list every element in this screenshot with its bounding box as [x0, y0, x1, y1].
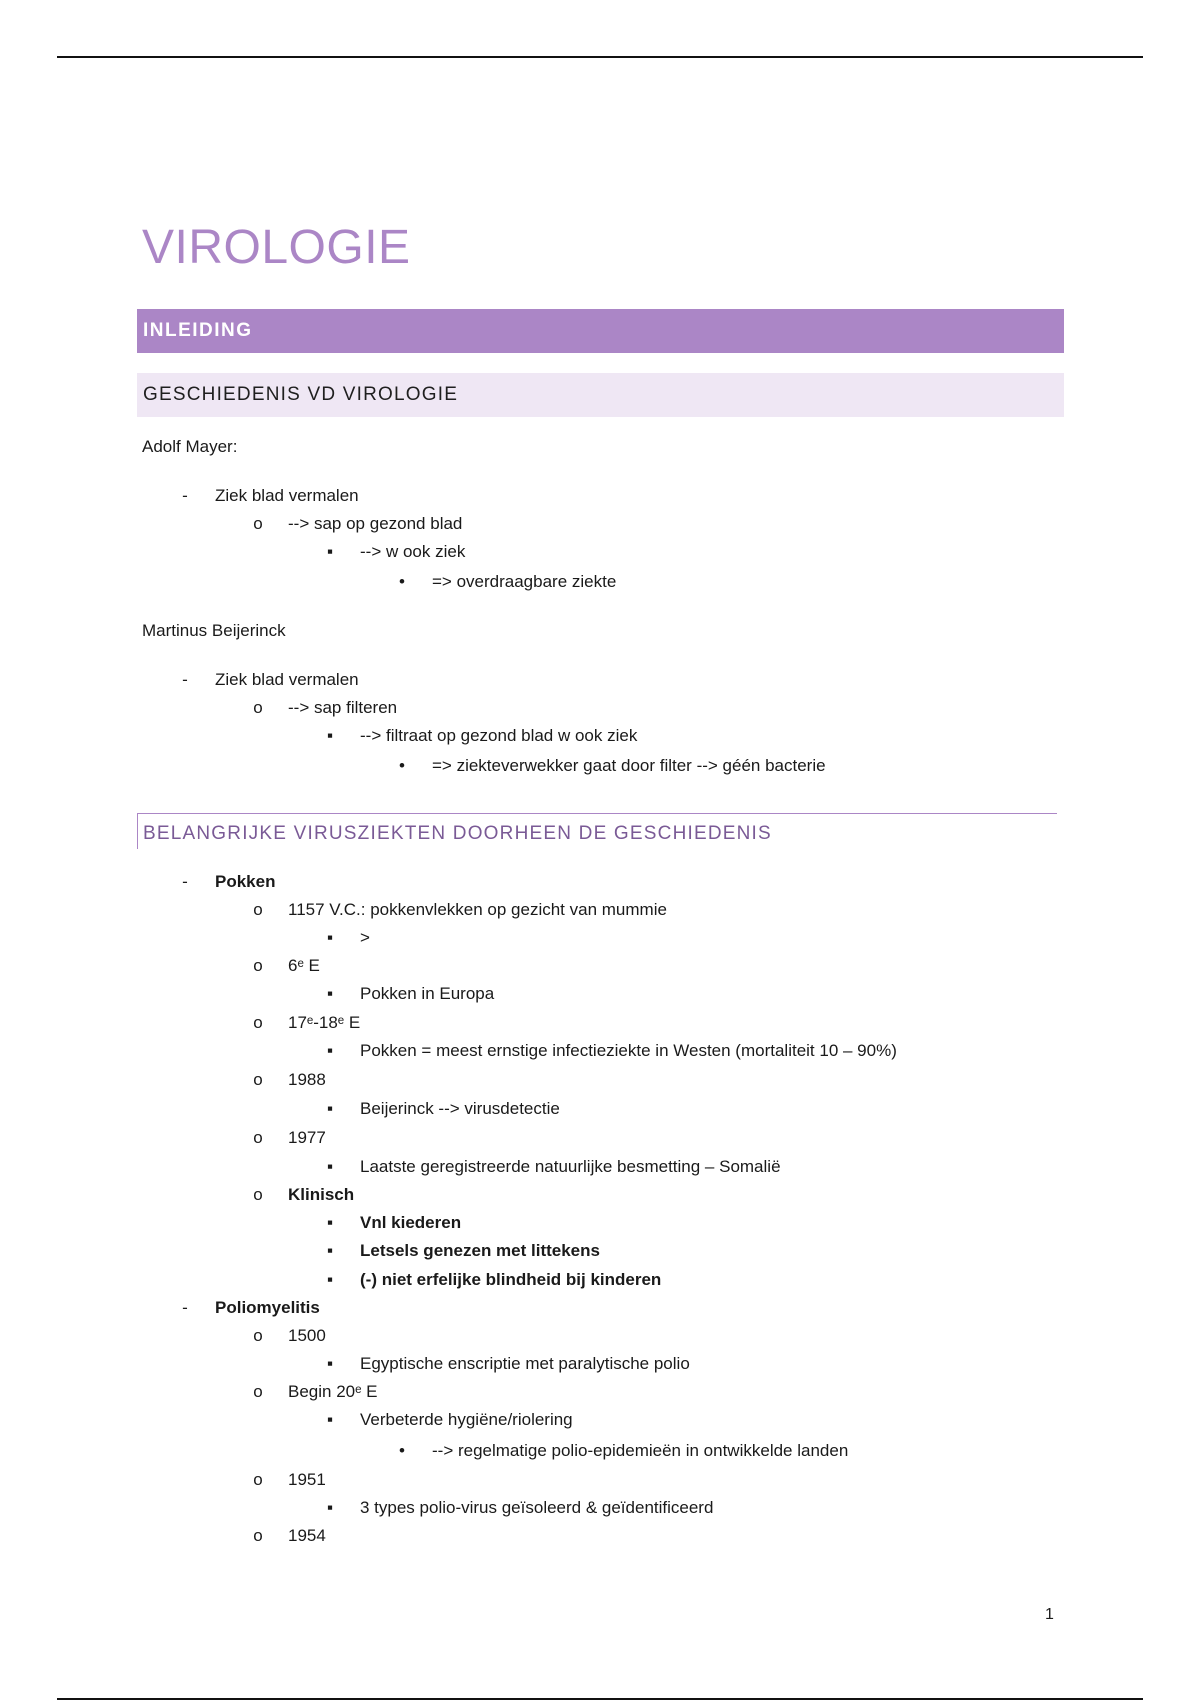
list-item: ▪ Beijerinck --> virusdetectie	[360, 1098, 560, 1120]
list-item: • => overdraagbare ziekte	[432, 571, 616, 593]
list-item: ▪ Laatste geregistreerde natuurlijke besmetting – Somalië	[360, 1156, 781, 1178]
circle-marker: o	[253, 1128, 263, 1147]
circle-marker: o	[253, 1526, 263, 1545]
square-marker: ▪	[326, 928, 334, 947]
square-marker: ▪	[326, 726, 334, 745]
list-item: o --> sap op gezond blad	[288, 513, 462, 535]
person-martinus-beijerinck: Martinus Beijerinck	[142, 621, 286, 640]
document-title: VIROLOGIE	[142, 221, 411, 274]
list-item: o 1157 V.C.: pokkenvlekken op gezicht van mummie	[288, 899, 667, 921]
person-adolf-mayer: Adolf Mayer:	[142, 437, 238, 456]
list-item: ▪ >	[360, 927, 370, 949]
heading-inleiding: INLEIDING	[137, 309, 1064, 353]
circle-marker: o	[253, 900, 263, 919]
list-item: - Ziek blad vermalen	[215, 669, 359, 691]
list-item: ▪ Letsels genezen met littekens	[360, 1240, 600, 1262]
list-item: - Ziek blad vermalen	[215, 485, 359, 507]
list-item: ▪ Pokken in Europa	[360, 983, 494, 1005]
list-item: o 1951	[288, 1469, 326, 1491]
square-marker: ▪	[326, 1241, 334, 1260]
circle-marker: o	[253, 1185, 263, 1204]
page-number: 1	[1045, 1606, 1054, 1623]
top-rule	[57, 56, 1143, 58]
list-item-poliomyelitis: - Poliomyelitis	[215, 1297, 320, 1319]
square-marker: ▪	[326, 542, 334, 561]
square-marker: ▪	[326, 1099, 334, 1118]
list-item: ▪ --> w ook ziek	[360, 541, 465, 563]
dash-marker: -	[182, 670, 188, 689]
list-item: o 17ᵉ-18ᵉ E	[288, 1012, 360, 1034]
list-item: ▪ 3 types polio-virus geïsoleerd & geïdentificeerd	[360, 1497, 713, 1519]
list-item-pokken: - Pokken	[215, 871, 275, 893]
list-item: ▪ Egyptische enscriptie met paralytische polio	[360, 1353, 690, 1375]
dash-marker: -	[182, 486, 188, 505]
square-marker: ▪	[326, 1410, 334, 1429]
list-item-klinisch: o Klinisch	[288, 1184, 354, 1206]
list-item: ▪ --> filtraat op gezond blad w ook ziek	[360, 725, 637, 747]
dash-marker: -	[182, 1298, 188, 1317]
list-item: ▪ Pokken = meest ernstige infectieziekte in Westen (mortaliteit 10 – 90%)	[360, 1040, 897, 1062]
list-item: ▪ Verbeterde hygiëne/riolering	[360, 1409, 573, 1431]
heading-belangrijke-virusziekten: BELANGRIJKE VIRUSZIEKTEN DOORHEEN DE GESCHIEDENIS	[137, 813, 1057, 849]
list-item: o 1988	[288, 1069, 326, 1091]
circle-marker: o	[253, 514, 263, 533]
square-marker: ▪	[326, 1354, 334, 1373]
square-marker: ▪	[326, 1041, 334, 1060]
list-item: ▪ Vnl kiederen	[360, 1212, 461, 1234]
dash-marker: -	[182, 872, 188, 891]
list-item: o 1977	[288, 1127, 326, 1149]
list-item: o 1954	[288, 1525, 326, 1547]
dot-marker: •	[399, 756, 405, 775]
square-marker: ▪	[326, 1213, 334, 1232]
circle-marker: o	[253, 1382, 263, 1401]
square-marker: ▪	[326, 1157, 334, 1176]
square-marker: ▪	[326, 1498, 334, 1517]
dot-marker: •	[399, 572, 405, 591]
circle-marker: o	[253, 1013, 263, 1032]
list-item: • => ziekteverwekker gaat door filter --> géén bacterie	[432, 755, 826, 777]
list-item: • --> regelmatige polio-epidemieën in ontwikkelde landen	[432, 1440, 848, 1462]
circle-marker: o	[253, 956, 263, 975]
list-item: o Begin 20ᵉ E	[288, 1381, 378, 1403]
list-item: o 1500	[288, 1325, 326, 1347]
square-marker: ▪	[326, 1270, 334, 1289]
square-marker: ▪	[326, 984, 334, 1003]
dot-marker: •	[399, 1441, 405, 1460]
circle-marker: o	[253, 1470, 263, 1489]
circle-marker: o	[253, 1326, 263, 1345]
list-item: ▪ (-) niet erfelijke blindheid bij kinderen	[360, 1269, 661, 1291]
circle-marker: o	[253, 698, 263, 717]
list-item: o 6ᵉ E	[288, 955, 320, 977]
list-item: o --> sap filteren	[288, 697, 397, 719]
circle-marker: o	[253, 1070, 263, 1089]
heading-geschiedenis: GESCHIEDENIS VD VIROLOGIE	[137, 373, 1064, 417]
